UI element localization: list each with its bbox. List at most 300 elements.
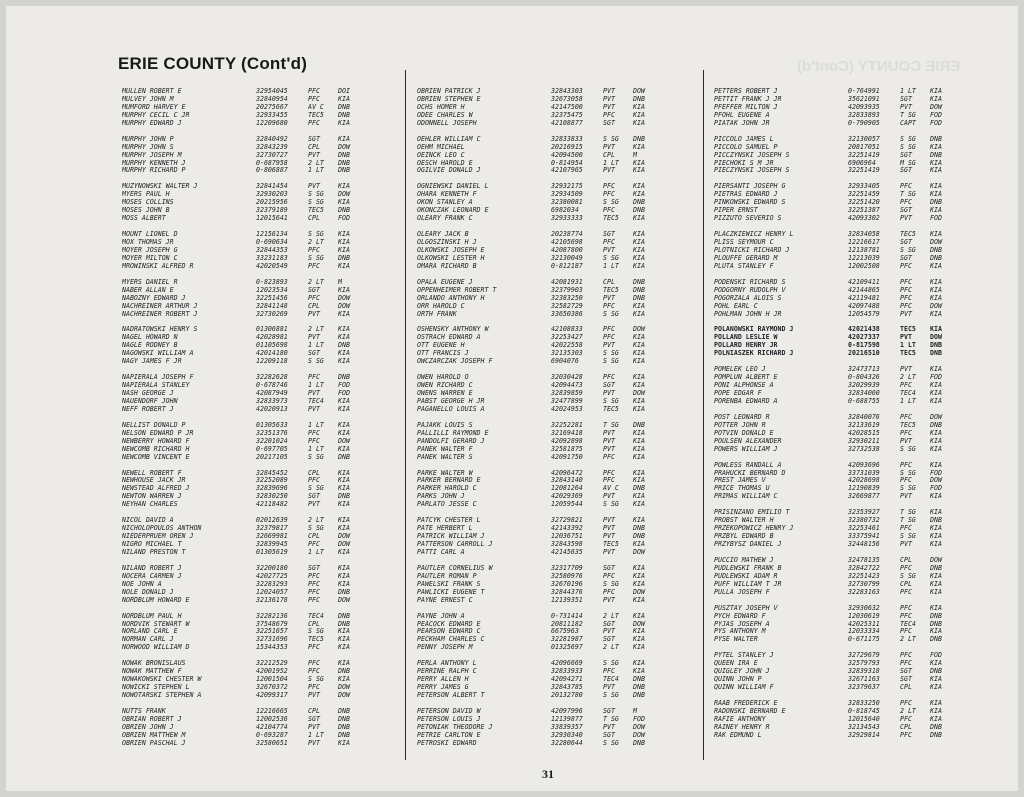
entry-name: MUZYNOWSKI WALTER J	[122, 183, 198, 191]
entry-serial-number: 32839696	[256, 485, 288, 493]
entry-serial-number: 32030428	[551, 374, 583, 382]
entry-name: NOWICKI STEPHEN L	[122, 684, 190, 692]
entry-rank: PVT	[900, 215, 912, 223]
entry-name: PERRY JAMES G	[417, 684, 469, 692]
roster-entry	[122, 565, 402, 573]
entry-name: OLGOSZINSKI H J	[417, 239, 477, 246]
entry-status: KIA	[633, 159, 645, 167]
entry-name: PODENSKI RICHARD S	[714, 278, 786, 286]
entry-serial-number: 32133619	[848, 421, 880, 429]
entry-status: KIA	[633, 628, 645, 636]
entry-rank: PVT	[308, 692, 320, 699]
roster-entry	[417, 311, 699, 319]
roster-entry	[714, 716, 994, 724]
roster-group	[417, 660, 699, 700]
entry-rank: 1 LT	[308, 548, 324, 556]
roster-entry	[417, 684, 699, 692]
entry-name: MOSS ALBERT	[122, 215, 166, 223]
roster-entry	[122, 621, 402, 629]
roster-entry	[714, 684, 994, 692]
entry-status: DNB	[930, 612, 942, 620]
roster-entry	[714, 374, 994, 382]
roster-group	[714, 414, 994, 454]
entry-serial-number: 32200180	[256, 564, 288, 572]
roster-entry	[122, 136, 402, 144]
entry-serial-number: 42107965	[551, 167, 583, 175]
column-divider	[703, 70, 704, 760]
roster-entry	[122, 533, 402, 541]
entry-status: M	[633, 151, 637, 159]
document-page	[6, 6, 1018, 791]
entry-status: KIA	[633, 342, 645, 350]
entry-serial-number: 12015640	[848, 715, 880, 723]
entry-serial-number: 32253461	[848, 525, 880, 533]
roster-entry	[417, 613, 699, 621]
entry-rank: S SG	[900, 143, 916, 151]
entry-rank: 1 LT	[308, 382, 324, 390]
entry-name: PERRINE RALPH C	[417, 668, 477, 676]
roster-entry	[417, 724, 699, 732]
entry-status: DNB	[633, 421, 645, 429]
roster-entry	[417, 279, 699, 287]
roster-group	[417, 326, 699, 366]
entry-rank: PFC	[308, 437, 320, 445]
entry-status: KIA	[338, 739, 350, 747]
entry-status: DNB	[930, 668, 942, 676]
entry-name: OLEARY JACK B	[417, 231, 469, 239]
entry-rank: PFC	[900, 612, 912, 620]
entry-serial-number: 32843140	[551, 477, 583, 485]
entry-name: NAUENDORF JOHN	[122, 397, 178, 405]
entry-name: PANEK WALTER S	[417, 453, 473, 461]
entry-name: OKON STANLEY A	[417, 199, 473, 207]
entry-status: KIA	[930, 366, 942, 374]
roster-entry	[714, 565, 994, 573]
entry-status: KIA	[633, 302, 645, 310]
entry-status: DOW	[338, 533, 350, 541]
entry-name: MURPHY JOHN S	[122, 143, 174, 151]
roster-group	[122, 470, 402, 510]
entry-status: KIA	[930, 707, 942, 715]
entry-serial-number: 32251419	[848, 167, 880, 175]
entry-rank: PFC	[603, 374, 615, 382]
roster-entry	[122, 390, 402, 398]
entry-rank: S SG	[900, 533, 916, 541]
entry-rank: PVT	[900, 310, 912, 318]
entry-rank: SGT	[900, 676, 912, 684]
roster-entry	[122, 517, 402, 525]
entry-name: PAYNE ERNEST C	[417, 596, 473, 604]
entry-status: KIA	[338, 334, 350, 342]
roster-group	[122, 88, 402, 128]
entry-status: KIA	[633, 397, 645, 405]
roster-column-3	[714, 88, 994, 748]
entry-status: KIA	[633, 191, 645, 199]
entry-name: PETERSON DAVID W	[417, 707, 481, 715]
entry-name: PALLILLI RAYMOND E	[417, 429, 489, 437]
roster-entry	[122, 716, 402, 724]
roster-entry	[714, 414, 994, 422]
entry-status: DNB	[930, 246, 942, 254]
roster-entry	[714, 215, 994, 223]
entry-serial-number: 32353927	[848, 509, 880, 517]
roster-entry	[417, 167, 699, 175]
entry-serial-number: 0-823893	[256, 278, 288, 286]
entry-status: KIA	[930, 207, 942, 215]
entry-rank: T SG	[900, 517, 916, 525]
roster-entry	[122, 541, 402, 549]
entry-status: DNB	[338, 707, 350, 715]
entry-serial-number: 0-731414	[551, 612, 583, 620]
entry-name: PENNY JOSEPH M	[417, 644, 473, 652]
entry-name: OWEN HAROLD O	[417, 374, 469, 382]
entry-status: KIA	[633, 254, 645, 262]
entry-status: KIA	[930, 461, 942, 469]
entry-serial-number: 42104774	[256, 723, 288, 731]
entry-serial-number: 0-697705	[256, 445, 288, 453]
roster-entry	[122, 589, 402, 597]
roster-group	[714, 557, 994, 597]
entry-name: NACHREINER ROBERT J	[122, 310, 198, 318]
entry-rank: PVT	[900, 437, 912, 445]
entry-serial-number: 42027337	[848, 334, 880, 342]
entry-status: KIA	[930, 533, 942, 541]
entry-rank: PVT	[603, 548, 615, 556]
entry-status: DNB	[338, 453, 350, 461]
entry-rank: PFC	[900, 413, 912, 421]
entry-serial-number: 20217105	[256, 453, 288, 461]
entry-rank: PVT	[603, 294, 615, 302]
entry-name: OBRIEN STEPHEN E	[417, 95, 481, 103]
roster-entry	[122, 628, 402, 636]
entry-serial-number: 32843239	[256, 143, 288, 151]
entry-status: KIA	[633, 580, 645, 588]
roster-entry	[714, 430, 994, 438]
entry-status: DOW	[930, 477, 942, 485]
entry-rank: SGT	[900, 167, 912, 175]
entry-status: KIA	[338, 119, 350, 127]
roster-entry	[417, 374, 699, 382]
entry-rank: PFC	[603, 334, 615, 342]
entry-serial-number: 32844353	[256, 246, 288, 254]
entry-status: KIA	[338, 310, 350, 318]
entry-rank: PVT	[603, 525, 615, 533]
entry-rank: TEC4	[603, 676, 619, 684]
roster-entry	[122, 334, 402, 342]
entry-status: KIA	[338, 262, 350, 270]
entry-name: PATTERSON CARROLL J	[417, 541, 493, 548]
entry-serial-number: 12002536	[256, 715, 288, 723]
entry-rank: TEC5	[900, 326, 916, 334]
entry-name: POHL EARL C	[714, 302, 758, 310]
entry-rank: PFC	[900, 604, 912, 612]
entry-rank: PVT	[603, 103, 615, 111]
roster-entry	[417, 136, 699, 144]
entry-status: DOW	[930, 302, 942, 310]
roster-entry	[122, 573, 402, 581]
entry-name: PIPER ERNST	[714, 207, 758, 215]
entry-rank: CPL	[900, 556, 912, 564]
roster-entry	[714, 231, 994, 239]
entry-serial-number: 32833833	[551, 135, 583, 143]
entry-status: KIA	[633, 596, 645, 604]
entry-name: NIGRO MICHAEL T	[122, 541, 182, 548]
entry-name: NOLE DONALD J	[122, 588, 174, 596]
entry-rank: PVT	[308, 739, 320, 747]
entry-name: NABER ALLAN E	[122, 286, 174, 294]
entry-serial-number: 32730799	[848, 580, 880, 588]
entry-status: M	[338, 278, 342, 286]
roster-entry	[714, 342, 994, 350]
roster-entry	[122, 374, 402, 382]
entry-name: NUTTS FRANK	[122, 707, 166, 715]
entry-serial-number: 32841454	[256, 183, 288, 191]
entry-name: NEYHAN CHARLES	[122, 501, 178, 509]
entry-rank: PFC	[308, 644, 320, 652]
entry-rank: PFC	[603, 469, 615, 477]
entry-rank: S SG	[900, 445, 916, 453]
entry-status: DNB	[633, 278, 645, 286]
roster-entry	[122, 358, 402, 366]
roster-group	[714, 231, 994, 271]
entry-serial-number: 0-688755	[848, 397, 880, 405]
entry-name: OTT EUGENE H	[417, 342, 465, 350]
roster-entry	[122, 239, 402, 247]
entry-name: PARKER HAROLD C	[417, 485, 477, 493]
entry-status: DNB	[338, 151, 350, 159]
entry-serial-number: 32317709	[551, 564, 583, 572]
entry-name: NICHOLOPOULOS ANTHON	[122, 525, 202, 533]
entry-rank: PVT	[308, 334, 320, 342]
entry-rank: S SG	[603, 199, 619, 207]
entry-serial-number: 32930340	[551, 731, 583, 739]
entry-serial-number: 32135303	[551, 350, 583, 358]
entry-status: KIA	[633, 350, 645, 358]
entry-rank: SGT	[603, 382, 615, 390]
entry-status: DNB	[633, 286, 645, 294]
roster-entry	[417, 247, 699, 255]
entry-name: NEWELL ROBERT F	[122, 469, 182, 477]
entry-rank: 2 LT	[900, 707, 916, 715]
entry-rank: TEC4	[900, 620, 916, 628]
roster-entry	[714, 96, 994, 104]
entry-rank: SGT	[603, 707, 615, 715]
entry-serial-number: 0-804326	[848, 374, 880, 382]
entry-serial-number: 32251419	[848, 151, 880, 159]
entry-status: KIA	[930, 159, 942, 167]
entry-rank: PVT	[308, 151, 320, 159]
entry-rank: PFC	[308, 572, 320, 580]
entry-name: PARKER BERNARD E	[417, 477, 481, 485]
entry-status: KIA	[338, 660, 350, 668]
entry-rank: SGT	[603, 564, 615, 572]
entry-serial-number: 20216510	[848, 350, 880, 358]
entry-serial-number: 12059544	[551, 501, 583, 509]
entry-serial-number: 0-806887	[256, 167, 288, 175]
entry-name: OLKOWSKI LESTER H	[417, 254, 485, 262]
entry-rank: 1 LT	[308, 731, 324, 739]
roster-entry	[122, 207, 402, 215]
entry-status: FOD	[930, 374, 942, 382]
entry-status: KIA	[633, 660, 645, 668]
entry-rank: PVT	[900, 103, 912, 111]
roster-entry	[122, 477, 402, 485]
entry-serial-number: 32840076	[848, 413, 880, 421]
roster-entry	[122, 668, 402, 676]
entry-serial-number: 32834060	[848, 390, 880, 397]
entry-status: KIA	[338, 469, 350, 477]
entry-status: DOW	[930, 239, 942, 246]
entry-status: DNB	[930, 254, 942, 262]
entry-rank: PFC	[308, 541, 320, 548]
entry-rank: TEC4	[900, 390, 916, 397]
entry-status: DNB	[338, 493, 350, 501]
roster-entry	[417, 636, 699, 644]
entry-serial-number: 32833250	[848, 700, 880, 707]
roster-group	[714, 652, 994, 692]
roster-entry	[714, 668, 994, 676]
entry-serial-number: 12054579	[848, 310, 880, 318]
roster-entry	[417, 501, 699, 509]
roster-entry	[714, 382, 994, 390]
entry-rank: 2 LT	[603, 644, 619, 652]
entry-status: DOW	[930, 413, 942, 421]
entry-status: KIA	[338, 517, 350, 525]
entry-serial-number: 12024057	[256, 588, 288, 596]
entry-serial-number: 32281987	[551, 636, 583, 644]
entry-name: QUINN JOHN P	[714, 676, 762, 684]
entry-serial-number: 32251456	[256, 294, 288, 302]
entry-status: KIA	[633, 501, 645, 509]
entry-name: RADONSKI BERNARD E	[714, 707, 786, 715]
entry-name: PARKS JOHN J	[417, 493, 465, 501]
entry-serial-number: 32582729	[551, 302, 583, 310]
entry-serial-number: 32130049	[551, 254, 583, 262]
entry-status: DNB	[930, 636, 942, 644]
entry-rank: CPL	[308, 302, 320, 310]
entry-name: MOYER MILTON C	[122, 254, 178, 262]
entry-rank: PVT	[603, 429, 615, 437]
roster-entry	[714, 366, 994, 374]
roster-entry	[122, 311, 402, 319]
roster-group	[417, 231, 699, 271]
roster-entry	[122, 422, 402, 430]
entry-status: KIA	[633, 382, 645, 390]
entry-name: NEWBERRY HOWARD F	[122, 437, 190, 445]
entry-name: POGORZALA ALOIS S	[714, 294, 782, 302]
entry-name: PETONIAK THEODORE J	[417, 723, 493, 731]
entry-serial-number: 12139877	[551, 715, 583, 723]
roster-group	[714, 136, 994, 176]
entry-status: DNB	[338, 588, 350, 596]
roster-group	[417, 613, 699, 653]
roster-group	[417, 88, 699, 128]
entry-serial-number: 0-693287	[256, 731, 288, 739]
entry-rank: PFC	[603, 326, 615, 334]
entry-rank: 1 LT	[308, 342, 324, 350]
entry-name: NOE JOHN A	[122, 580, 162, 588]
entry-rank: S SG	[308, 525, 324, 533]
entry-serial-number: 32283293	[256, 580, 288, 588]
entry-rank: PFC	[308, 374, 320, 382]
entry-status: KIA	[633, 111, 645, 119]
roster-entry	[122, 382, 402, 390]
entry-status: DNB	[338, 167, 350, 175]
entry-rank: PFC	[603, 668, 615, 676]
roster-entry	[122, 263, 402, 271]
roster-group	[714, 700, 994, 740]
roster-group	[417, 183, 699, 223]
entry-serial-number: 32580976	[551, 572, 583, 580]
entry-name: MOUNT LIONEL D	[122, 231, 178, 239]
entry-serial-number: 42096669	[551, 660, 583, 668]
entry-serial-number: 42147500	[551, 103, 583, 111]
entry-serial-number: 42028981	[256, 334, 288, 342]
entry-serial-number: 42097996	[551, 707, 583, 715]
roster-entry	[417, 549, 699, 557]
roster-entry	[714, 509, 994, 517]
entry-serial-number: 42028515	[848, 429, 880, 437]
roster-group	[714, 326, 994, 358]
entry-name: PONI ALPHONSE A	[714, 382, 774, 390]
roster-entry	[714, 676, 994, 684]
entry-name: PABST GEORGE H JR	[417, 397, 485, 405]
entry-serial-number: 35621091	[848, 95, 880, 103]
entry-serial-number: 42025311	[848, 620, 880, 628]
entry-status: DOW	[633, 588, 645, 596]
entry-serial-number: 42014180	[256, 350, 288, 358]
entry-serial-number: 32731696	[256, 636, 288, 644]
entry-name: PETROSKI EDWARD	[417, 739, 477, 747]
entry-name: NELSON EDWARD P JR	[122, 429, 194, 437]
entry-name: PUCCIO MATHEW J	[714, 556, 774, 564]
entry-serial-number: 32839859	[551, 390, 583, 397]
entry-name: PIERSANTI JOSEPH G	[714, 183, 786, 191]
roster-entry	[417, 239, 699, 247]
entry-status: DOW	[338, 302, 350, 310]
entry-name: MURPHY EDWARD J	[122, 119, 182, 127]
entry-serial-number: 42119481	[848, 294, 880, 302]
roster-entry	[714, 477, 994, 485]
roster-entry	[714, 541, 994, 549]
entry-status: FOD	[930, 111, 942, 119]
roster-entry	[122, 454, 402, 462]
entry-rank: PVT	[603, 684, 615, 692]
entry-rank: S SG	[603, 310, 619, 318]
entry-serial-number: 42087949	[256, 390, 288, 397]
entry-serial-number: 42105698	[551, 239, 583, 246]
roster-entry	[122, 191, 402, 199]
entry-name: MOSES COLLINS	[122, 199, 174, 207]
entry-rank: CPL	[308, 533, 320, 541]
roster-entry	[122, 350, 402, 358]
entry-rank: S SG	[308, 485, 324, 493]
entry-serial-number: 32251423	[848, 572, 880, 580]
entry-name: POMELEK LEO J	[714, 366, 766, 374]
entry-rank: PFC	[308, 588, 320, 596]
entry-status: DOW	[338, 684, 350, 692]
entry-serial-number: 32833893	[848, 111, 880, 119]
entry-serial-number: 32252281	[551, 421, 583, 429]
entry-rank: PFC	[900, 731, 912, 739]
entry-serial-number: 42081931	[551, 278, 583, 286]
entry-status: DNB	[930, 151, 942, 159]
entry-name: PATRICK WILLIAM J	[417, 533, 485, 541]
entry-serial-number: 32930211	[848, 437, 880, 445]
entry-rank: 2 LT	[308, 239, 324, 246]
entry-serial-number: 32930632	[848, 604, 880, 612]
entry-status: KIA	[633, 310, 645, 318]
